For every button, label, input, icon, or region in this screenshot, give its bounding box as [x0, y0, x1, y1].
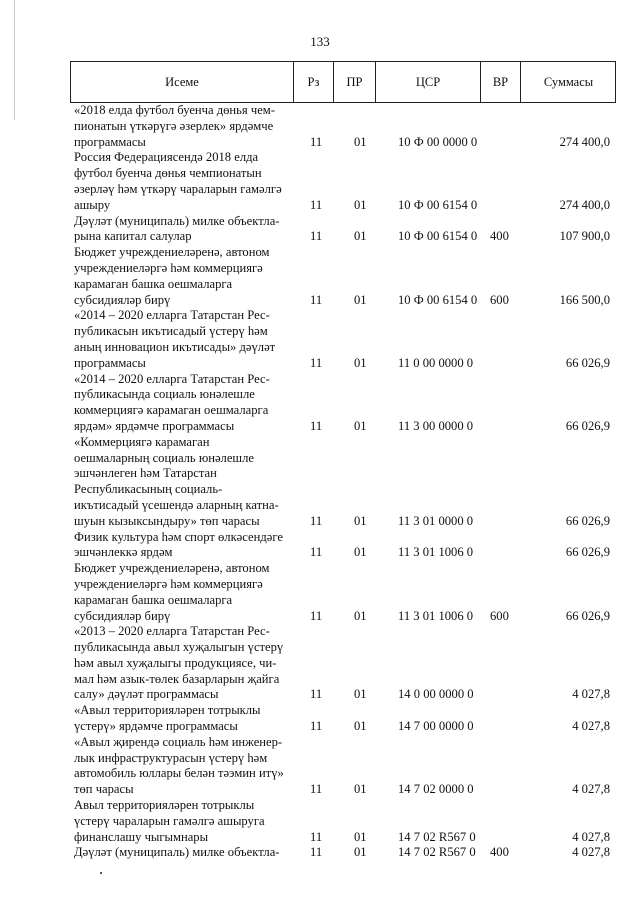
row-rz: 11: [310, 687, 323, 702]
row-name-line: ярдәм» ярдәмче программасы: [74, 418, 235, 433]
table-row: [70, 435, 616, 530]
row-csr: 11 3 01 1006 0: [398, 545, 474, 560]
table-row: [70, 103, 616, 150]
row-name-line: Россия Федерациясендә 2018 елда: [74, 150, 259, 165]
row-csr: 11 3 00 0000 0: [398, 418, 474, 433]
row-name-line: Бюджет учреждениеләренә, автоном: [74, 245, 270, 260]
row-pr: 01: [354, 513, 367, 528]
row-name-line: эшчәнлеген һәм Татарстан: [74, 466, 217, 481]
row-pr: 01: [354, 292, 367, 307]
row-vr: 400: [490, 845, 509, 860]
row-name-line: «2018 елда футбол буенча дөнья чем-: [74, 103, 275, 117]
row-sum: 4 027,8: [572, 845, 610, 860]
left-margin-rule: [14, 0, 15, 120]
row-name: [74, 435, 294, 530]
row-sum: 274 400,0: [559, 134, 610, 149]
row-name-line: публикасында социаль юнәлешле: [74, 387, 255, 402]
table-row: [70, 214, 616, 246]
header-vr: ВР: [481, 62, 521, 102]
row-sum: 66 026,9: [565, 418, 610, 433]
row-name-line: автомобиль юллары белән тәэмин итү»: [74, 766, 284, 781]
row-name-line: салу» дәүләт программасы: [74, 687, 219, 702]
row-name: [74, 735, 294, 798]
row-rz: 11: [310, 545, 323, 560]
stray-mark: [100, 872, 102, 874]
row-name-line: публикасында авыл хуҗалыгын үстерү: [74, 640, 284, 655]
table-row: [70, 150, 616, 213]
row-csr: 14 7 02 R567 0: [398, 845, 476, 860]
header-pr: ПР: [334, 62, 376, 102]
table-row: [70, 798, 616, 845]
row-name-line: публикасын икътисадый үстерү һәм: [74, 324, 268, 339]
row-sum: 4 027,8: [572, 782, 610, 797]
row-pr: 01: [354, 782, 367, 797]
table-row: [70, 703, 616, 735]
row-name-line: оешмаларның социаль юнәлешле: [74, 450, 255, 465]
row-sum: 66 026,9: [565, 513, 610, 528]
row-csr: 14 7 02 0000 0: [398, 782, 474, 797]
row-name: [74, 703, 294, 735]
row-rz: 11: [310, 719, 323, 734]
row-pr: 01: [354, 829, 367, 844]
table-row: [70, 735, 616, 798]
row-rz: 11: [310, 292, 323, 307]
row-vr: 400: [490, 229, 509, 244]
row-name: [74, 103, 294, 150]
row-vr: 600: [490, 292, 509, 307]
row-name-line: үстерү» ярдәмче программасы: [74, 719, 238, 734]
table-row: [70, 372, 616, 435]
row-name-line: субсидияләр бирү: [74, 608, 171, 623]
row-name-line: Республикасының социаль-: [74, 482, 223, 497]
row-rz: 11: [310, 782, 323, 797]
row-pr: 01: [354, 134, 367, 149]
row-pr: 01: [354, 418, 367, 433]
table-row: [70, 845, 616, 861]
row-name-line: Физик культура һәм спорт өлкәсендәге: [74, 529, 283, 544]
row-name: [74, 372, 294, 435]
row-pr: 01: [354, 545, 367, 560]
row-csr: 14 7 00 0000 0: [398, 719, 474, 734]
row-pr: 01: [354, 608, 367, 623]
row-name-line: һәм авыл хуҗалыгы продукциясе, чи-: [74, 655, 277, 670]
row-csr: 11 3 01 0000 0: [398, 513, 474, 528]
header-name: Исеме: [71, 62, 294, 102]
row-name: [74, 214, 294, 246]
row-name: [74, 530, 294, 562]
row-csr: 10 Ф 00 0000 0: [398, 134, 478, 149]
row-name: [74, 624, 294, 703]
row-pr: 01: [354, 719, 367, 734]
row-name-line: лык инфраструктурасын үстерү һәм: [74, 750, 268, 765]
row-sum: 166 500,0: [559, 292, 610, 307]
header-rz: Рз: [294, 62, 334, 102]
row-name: [74, 845, 294, 861]
row-name-line: мал һәм азык-төлек базарларын җайга: [74, 671, 280, 686]
row-pr: 01: [354, 197, 367, 212]
row-rz: 11: [310, 197, 323, 212]
row-sum: 66 026,9: [565, 608, 610, 623]
row-name-line: «Авыл территорияләрен тотрыклы: [74, 703, 261, 718]
row-sum: 4 027,8: [572, 829, 610, 844]
row-name: [74, 798, 294, 845]
row-name-line: рына капитал салулар: [74, 229, 192, 244]
row-name-line: «2014 – 2020 елларга Татарстан Рес-: [74, 371, 270, 386]
row-name-line: Авыл территорияләрен тотрыклы: [74, 798, 255, 813]
row-pr: 01: [354, 845, 367, 860]
row-rz: 11: [310, 229, 323, 244]
row-sum: 4 027,8: [572, 719, 610, 734]
row-rz: 11: [310, 355, 323, 370]
row-name-line: «2013 – 2020 елларга Татарстан Рес-: [74, 624, 270, 639]
row-csr: 11 0 00 0000 0: [398, 355, 474, 370]
row-name-line: төп чарасы: [74, 782, 134, 797]
row-name-line: учреждениеләргә һәм коммерциягә: [74, 576, 263, 591]
row-name-line: «2014 – 2020 елларга Татарстан Рес-: [74, 308, 270, 323]
row-rz: 11: [310, 829, 323, 844]
row-sum: 66 026,9: [565, 355, 610, 370]
table-row: [70, 308, 616, 371]
row-pr: 01: [354, 229, 367, 244]
table-row: [70, 561, 616, 624]
row-name: [74, 150, 294, 213]
row-csr: 10 Ф 00 6154 0: [398, 197, 478, 212]
page-number: 133: [310, 34, 330, 49]
header-csr: ЦСР: [376, 62, 481, 102]
row-csr: 11 3 01 1006 0: [398, 608, 474, 623]
row-name-line: «Коммерциягә карамаган: [74, 434, 210, 449]
row-name-line: программасы: [74, 134, 146, 149]
row-sum: 274 400,0: [559, 197, 610, 212]
table-body: [70, 103, 616, 861]
row-sum: 66 026,9: [565, 545, 610, 560]
table-row: [70, 530, 616, 562]
table-header: [70, 61, 616, 103]
row-name-line: карамаган башка оешмаларга: [74, 592, 233, 607]
row-name-line: коммерциягә карамаган оешмаларга: [74, 403, 269, 418]
row-rz: 11: [310, 608, 323, 623]
row-name-line: эшчәнлеккә ярдәм: [74, 545, 173, 560]
row-name-line: футбол буенча дөнья чемпионатын: [74, 166, 262, 181]
row-csr: 14 7 02 R567 0: [398, 829, 476, 844]
row-vr: 600: [490, 608, 509, 623]
row-name: [74, 245, 294, 308]
row-name-line: пионатын үткәрүгә әзерлек» ярдәмче: [74, 118, 274, 133]
row-csr: 10 Ф 00 6154 0: [398, 229, 478, 244]
row-name-line: карамаган башка оешмаларга: [74, 276, 233, 291]
row-name-line: шуын кызыксындыру» төп чарасы: [74, 513, 260, 528]
row-name-line: Дәүләт (муниципаль) милке объектла-: [74, 845, 280, 860]
header-sum: Суммасы: [543, 74, 594, 89]
row-csr: 10 Ф 00 6154 0: [398, 292, 478, 307]
row-csr: 14 0 00 0000 0: [398, 687, 474, 702]
row-name-line: Бюджет учреждениеләренә, автоном: [74, 561, 270, 576]
row-name-line: учреждениеләргә һәм коммерциягә: [74, 260, 263, 275]
row-rz: 11: [310, 513, 323, 528]
row-pr: 01: [354, 687, 367, 702]
row-name-line: «Авыл җирендә социаль һәм инженер-: [74, 734, 283, 749]
row-name-line: программасы: [74, 355, 146, 370]
row-rz: 11: [310, 134, 323, 149]
row-name-line: субсидияләр бирү: [74, 292, 171, 307]
row-name: [74, 308, 294, 371]
table-row: [70, 624, 616, 703]
row-rz: 11: [310, 845, 323, 860]
row-pr: 01: [354, 355, 367, 370]
row-sum: 4 027,8: [572, 687, 610, 702]
row-name-line: финанслашу чыгымнары: [74, 829, 209, 844]
row-name-line: аның инновацион икътисады» дәүләт: [74, 339, 276, 354]
table-row: [70, 245, 616, 308]
row-name-line: үстерү чараларын гамәлгә ашыруга: [74, 813, 265, 828]
row-name-line: икътисадый үсешендә аларның катна-: [74, 497, 279, 512]
row-name-line: Дәүләт (муниципаль) милке объектла-: [74, 213, 280, 228]
row-name-line: әзерләү һәм үткәрү чараларын гамәлгә: [74, 181, 282, 196]
row-rz: 11: [310, 418, 323, 433]
row-name: [74, 561, 294, 624]
row-name-line: ашыру: [74, 197, 111, 212]
row-sum: 107 900,0: [559, 229, 610, 244]
